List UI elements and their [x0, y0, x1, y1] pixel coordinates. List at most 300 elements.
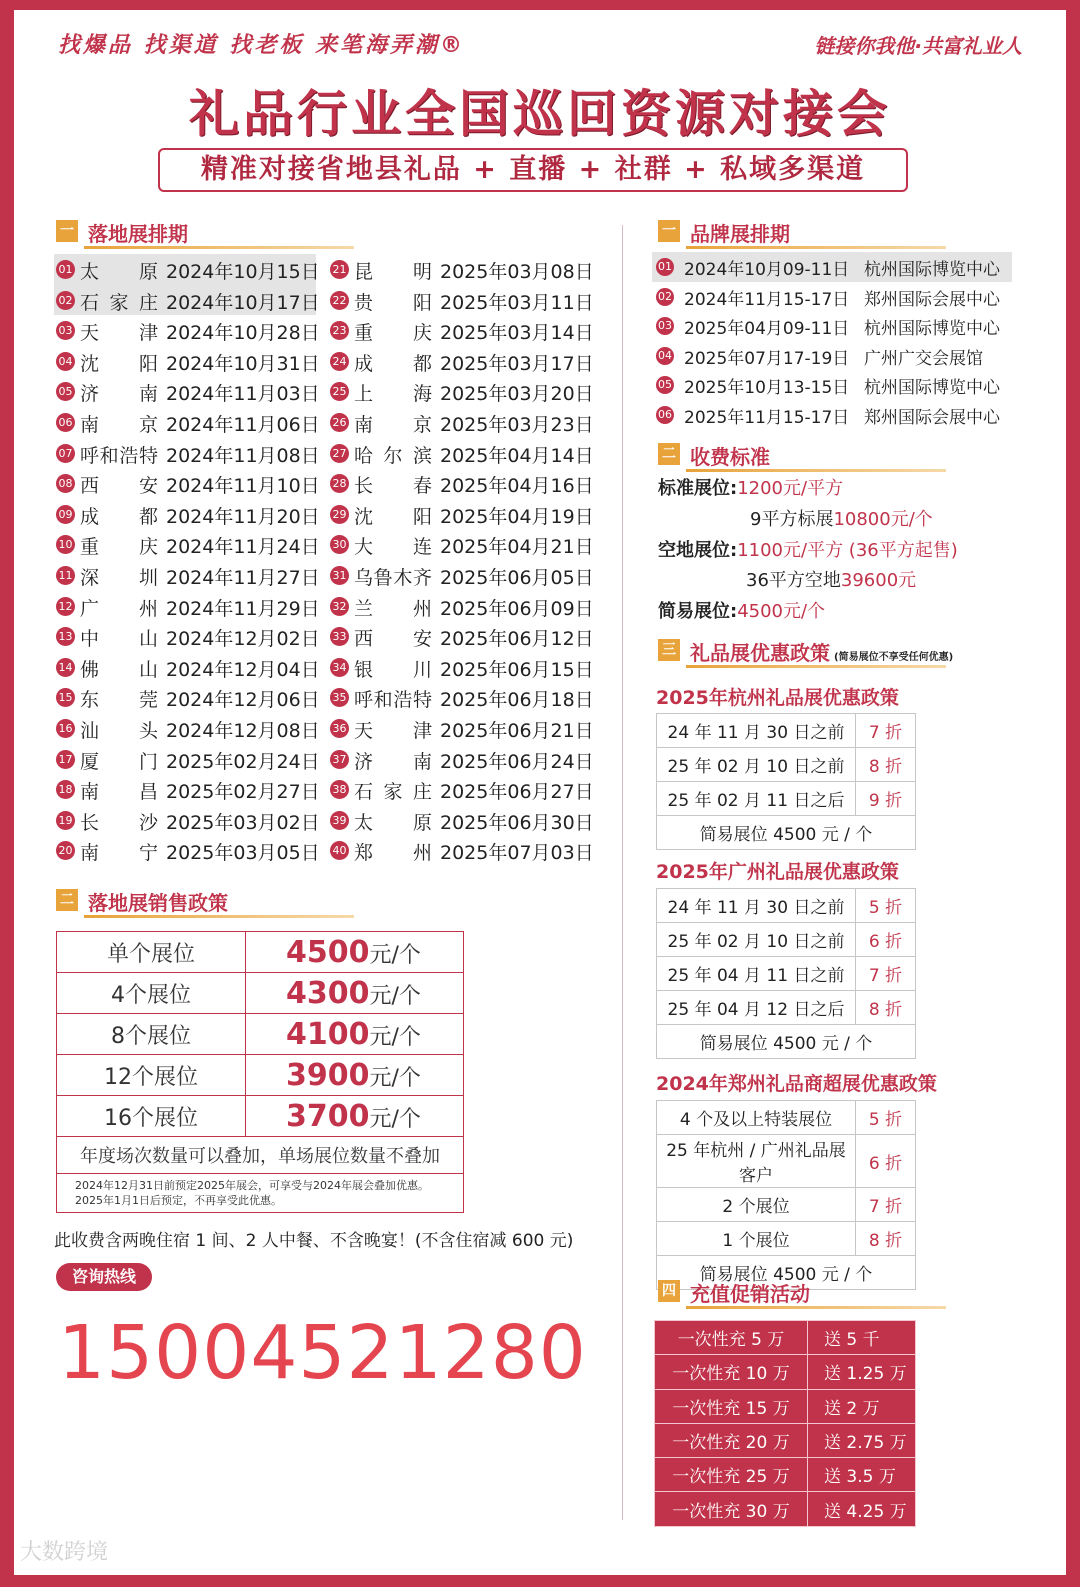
discount-condition: 24 年 11 月 30 日之前: [657, 889, 856, 923]
fee-standard: [658, 474, 1038, 628]
sales-policy-table-wrap: [56, 931, 464, 1213]
fee-space-value: 1100元/平方 (36平方起售): [737, 539, 958, 561]
guangzhou-discount-table: [656, 888, 916, 1059]
brand-schedule-list: [652, 252, 1012, 429]
sales-row: [57, 973, 464, 1014]
schedule-city: 天津: [80, 322, 158, 345]
section-title-text: 礼品展优惠政策: [690, 641, 830, 665]
schedule-city: 东莞: [80, 689, 158, 712]
brand-date: 2024年10月09-11日: [684, 260, 850, 280]
schedule-number-badge: 14: [56, 658, 75, 677]
fee-simple-row: [658, 597, 1038, 628]
schedule-city: 太原: [354, 811, 432, 834]
section-underline: [686, 469, 946, 472]
schedule-city: 郑州: [354, 842, 432, 865]
schedule-row: [54, 529, 320, 560]
schedule-city: 成都: [354, 352, 432, 375]
schedule-right-column: [328, 254, 598, 866]
subtitle: 精准对接省地县礼品 + 直播 + 社群 + 私域多渠道: [158, 148, 908, 192]
schedule-date: 2025年03月20日: [440, 383, 594, 406]
schedule-date: 2025年06月12日: [440, 628, 594, 651]
schedule-row: [328, 407, 598, 438]
discount-rate: 6 折: [856, 1135, 916, 1188]
section-number: 二: [658, 443, 680, 465]
schedule-number-badge: 21: [330, 260, 349, 279]
sales-unit: 元/个: [369, 1065, 421, 1091]
fee-standard-label: 标准展位:: [658, 478, 738, 499]
schedule-date: 2024年12月04日: [166, 658, 320, 681]
schedule-row: [54, 805, 320, 836]
slogan-right: 链接你我他·共富礼业人: [814, 34, 1022, 58]
schedule-date: 2025年06月15日: [440, 658, 594, 681]
schedule-date: 2025年07月03日: [440, 842, 594, 865]
schedule-number-badge: 37: [330, 750, 349, 769]
hotline-label: 咨询热线: [56, 1263, 152, 1291]
sales-qty: 12个展位: [57, 1055, 246, 1096]
sales-small-note: [57, 1174, 464, 1213]
schedule-row: [54, 285, 320, 316]
schedule-number-badge: 19: [56, 811, 75, 830]
hangzhou-discount-table: [656, 713, 916, 850]
sales-qty: 单个展位: [57, 932, 246, 973]
schedule-number-badge: 07: [56, 444, 75, 463]
schedule-left-column: [54, 254, 320, 866]
sales-qty: 16个展位: [57, 1096, 246, 1137]
recharge-bonus: 送 2.75 万: [808, 1423, 916, 1457]
schedule-date: 2025年02月24日: [166, 750, 320, 773]
discount-footer-row: [657, 816, 916, 850]
schedule-city: 广州: [80, 597, 158, 620]
schedule-row: [328, 560, 598, 591]
schedule-city: 太原: [80, 261, 158, 283]
discount-row: [657, 1222, 916, 1256]
schedule-number-badge: 04: [56, 352, 75, 371]
sales-price: 3900: [286, 1057, 370, 1093]
schedule-date: 2025年04月21日: [440, 536, 594, 559]
schedule-row: [328, 285, 598, 316]
brand-venue: 广州广交会展馆: [864, 348, 983, 369]
schedule-row: [328, 499, 598, 530]
recharge-wrap: [654, 1320, 916, 1527]
schedule-date: 2024年11月24日: [166, 536, 320, 559]
schedule-number-badge: 32: [330, 597, 349, 616]
schedule-row: [54, 621, 320, 652]
recharge-row: [655, 1423, 916, 1457]
brand-date: 2025年07月17-19日: [684, 348, 850, 369]
schedule-date: 2024年11月03日: [166, 383, 320, 406]
fee-thirtysix-row: [658, 566, 1038, 597]
sales-note-row: [57, 1137, 464, 1174]
schedule-number-badge: 20: [56, 841, 75, 860]
schedule-date: 2025年03月02日: [166, 811, 320, 834]
discount-row: [657, 889, 916, 923]
section-title: 收费标准: [690, 445, 770, 469]
brand-schedule-row: [652, 252, 1012, 282]
schedule-city: 汕头: [80, 719, 158, 742]
schedule-city: 乌鲁木齐: [354, 566, 432, 589]
brand-venue: 杭州国际博览中心: [864, 378, 1000, 398]
discount-row: [657, 923, 916, 957]
recharge-amount: 一次性充 30 万: [655, 1492, 808, 1526]
recharge-bonus: 送 1.25 万: [808, 1355, 916, 1389]
schedule-row: [54, 254, 320, 285]
fee-nine-label: 9平方标展: [750, 508, 834, 530]
schedule-number-badge: 09: [56, 505, 75, 524]
fee-nine-row: [658, 505, 1038, 536]
hotline-phone[interactable]: 15004521280: [58, 1310, 587, 1396]
discount-rate: 9 折: [856, 782, 916, 816]
schedule-row: [328, 774, 598, 805]
schedule-number-badge: 28: [330, 474, 349, 493]
schedule-date: 2024年12月06日: [166, 689, 320, 712]
schedule-date: 2025年06月18日: [440, 689, 594, 712]
brand-schedule-row: [652, 341, 1012, 371]
sales-unit: 元/个: [369, 1106, 421, 1132]
schedule-row: [54, 346, 320, 377]
schedule-city: 呼和浩特: [354, 689, 432, 712]
brand-venue: 郑州国际会展中心: [864, 289, 1000, 310]
schedule-number-badge: 35: [330, 688, 349, 707]
schedule-number-badge: 29: [330, 505, 349, 524]
discount-rate: 8 折: [856, 1222, 916, 1256]
sales-row: [57, 932, 464, 973]
sales-price-cell: [246, 932, 464, 973]
sales-row: [57, 1014, 464, 1055]
schedule-city: 昆明: [354, 261, 432, 283]
sales-price: 3700: [286, 1098, 370, 1134]
sales-price-cell: [246, 1096, 464, 1137]
schedule-row: [54, 315, 320, 346]
brand-venue: 杭州国际博览中心: [864, 319, 1000, 339]
schedule-date: 2025年03月17日: [440, 352, 594, 375]
schedule-row: [54, 713, 320, 744]
brand-venue: 杭州国际博览中心: [864, 260, 1000, 280]
fee-simple-value: 4500元/个: [737, 601, 826, 623]
discount-row: [657, 1101, 916, 1135]
schedule-date: 2024年12月02日: [166, 628, 320, 651]
sales-price: 4100: [286, 1016, 370, 1052]
schedule-number-badge: 31: [330, 566, 349, 585]
recharge-row: [655, 1355, 916, 1389]
schedule-row: [328, 652, 598, 683]
schedule-number-badge: 33: [330, 627, 349, 646]
fee-thirtysix-value: 39600元: [840, 570, 917, 592]
discount-rate: 8 折: [856, 748, 916, 782]
schedule-row: [54, 438, 320, 469]
fee-standard-row: [658, 474, 1038, 505]
section-recharge-header: [658, 1278, 958, 1308]
section-brand-schedule-header: [658, 218, 958, 248]
schedule-row: [328, 529, 598, 560]
schedule-row: [54, 682, 320, 713]
discount-footer: 简易展位 4500 元 / 个: [657, 1256, 916, 1290]
fee-nine-value: 10800元/个: [833, 508, 933, 530]
sales-price-cell: [246, 1014, 464, 1055]
sales-qty: 8个展位: [57, 1014, 246, 1055]
sales-qty: 4个展位: [57, 973, 246, 1014]
schedule-city: 南京: [354, 413, 432, 436]
sales-price: 4300: [286, 975, 370, 1011]
recharge-amount: 一次性充 20 万: [655, 1423, 808, 1457]
discount-row: [657, 1188, 916, 1222]
schedule-date: 2025年04月14日: [440, 444, 594, 467]
recharge-amount: 一次性充 10 万: [655, 1355, 808, 1389]
discount-condition: 4 个及以上特装展位: [657, 1101, 856, 1135]
section-landing-schedule-header: [56, 218, 356, 248]
schedule-city: 厦门: [80, 750, 158, 773]
schedule-city: 南昌: [80, 781, 158, 804]
discount-row: [657, 1135, 916, 1188]
schedule-date: 2025年03月14日: [440, 322, 594, 345]
schedule-city: 哈尔滨: [354, 444, 432, 467]
section-sales-policy-header: [56, 887, 356, 917]
section-number: 一: [658, 220, 680, 242]
schedule-row: [328, 468, 598, 499]
schedule-row: [328, 346, 598, 377]
recharge-row: [655, 1389, 916, 1423]
hangzhou-discount-title: 2025年杭州礼品展优惠政策: [656, 687, 899, 709]
recharge-bonus: 送 3.5 万: [808, 1458, 916, 1492]
schedule-row: [328, 621, 598, 652]
schedule-city: 石家庄: [354, 781, 432, 804]
brand-number-badge: 05: [656, 376, 674, 394]
schedule-date: 2024年12月08日: [166, 719, 320, 742]
schedule-date: 2025年06月30日: [440, 811, 594, 834]
sales-policy-table: [56, 931, 464, 1213]
schedule-row: [328, 315, 598, 346]
discount-row: [657, 748, 916, 782]
recharge-amount: 一次性充 15 万: [655, 1389, 808, 1423]
schedule-row: [54, 560, 320, 591]
section-title: 品牌展排期: [690, 222, 790, 246]
section-number: 四: [658, 1280, 680, 1302]
schedule-city: 济南: [80, 383, 158, 406]
schedule-number-badge: 36: [330, 719, 349, 738]
schedule-city: 成都: [80, 505, 158, 528]
column-divider: [622, 225, 623, 1520]
schedule-date: 2025年06月05日: [440, 566, 594, 589]
schedule-row: [54, 407, 320, 438]
schedule-city: 中山: [80, 628, 158, 651]
fee-thirtysix-label: 36平方空地: [746, 570, 841, 592]
sales-price-cell: [246, 1055, 464, 1096]
discount-footer-row: [657, 1025, 916, 1059]
schedule-city: 石家庄: [80, 291, 158, 314]
brand-schedule-row: [652, 370, 1012, 400]
schedule-city: 西安: [354, 628, 432, 651]
zhengzhou-discount-wrap: [656, 1100, 916, 1290]
schedule-date: 2025年03月05日: [166, 842, 320, 865]
discount-condition: 1 个展位: [657, 1222, 856, 1256]
schedule-number-badge: 16: [56, 719, 75, 738]
sales-row: [57, 1096, 464, 1137]
recharge-amount: 一次性充 25 万: [655, 1458, 808, 1492]
discount-rate: 5 折: [856, 889, 916, 923]
schedule-row: [328, 254, 598, 285]
fee-space-label: 空地展位:: [658, 539, 738, 561]
brand-schedule-row: [652, 311, 1012, 341]
sales-price-cell: [246, 973, 464, 1014]
section-underline: [84, 246, 354, 249]
brand-number-badge: 06: [656, 406, 674, 424]
schedule-number-badge: 02: [56, 291, 75, 310]
recharge-row: [655, 1321, 916, 1355]
section-title: [690, 637, 953, 666]
discount-rate: 5 折: [856, 1101, 916, 1135]
discount-row: [657, 782, 916, 816]
discount-condition: 24 年 11 月 30 日之前: [657, 714, 856, 748]
schedule-city: 济南: [354, 750, 432, 773]
section-title: 充值促销活动: [690, 1282, 810, 1306]
schedule-row: [54, 499, 320, 530]
schedule-row: [328, 835, 598, 866]
schedule-row: [54, 744, 320, 775]
section-discount-header: [658, 637, 1018, 667]
zhengzhou-discount-title: 2024年郑州礼品商超展优惠政策: [656, 1073, 937, 1095]
schedule-date: 2024年11月29日: [166, 597, 320, 620]
schedule-number-badge: 05: [56, 382, 75, 401]
zhengzhou-discount-table: [656, 1100, 916, 1290]
schedule-city: 深圳: [80, 566, 158, 589]
schedule-date: 2025年03月23日: [440, 413, 594, 436]
section-underline: [686, 665, 946, 668]
schedule-row: [328, 591, 598, 622]
discount-rate: 7 折: [856, 714, 916, 748]
sales-price: 4500: [286, 934, 370, 970]
schedule-date: 2025年04月19日: [440, 505, 594, 528]
schedule-city: 沈阳: [80, 352, 158, 375]
schedule-number-badge: 26: [330, 413, 349, 432]
schedule-city: 长沙: [80, 811, 158, 834]
brand-schedule-row: [652, 400, 1012, 430]
brand-date: 2025年11月15-17日: [684, 407, 850, 428]
slogan-left: 找爆品 找渠道 找老板 来笔海弄潮®: [58, 33, 465, 58]
sales-row: [57, 1055, 464, 1096]
schedule-number-badge: 22: [330, 291, 349, 310]
schedule-city: 银川: [354, 658, 432, 681]
discount-condition: 25 年 02 月 11 日之后: [657, 782, 856, 816]
recharge-row: [655, 1492, 916, 1526]
section-number: 二: [56, 889, 78, 911]
section-title: 落地展排期: [88, 222, 188, 246]
schedule-date: 2025年03月11日: [440, 291, 594, 314]
schedule-number-badge: 18: [56, 780, 75, 799]
schedule-date: 2024年11月10日: [166, 475, 320, 498]
schedule-number-badge: 17: [56, 750, 75, 769]
schedule-city: 佛山: [80, 658, 158, 681]
brand-number-badge: 01: [656, 258, 674, 276]
section-number: 三: [658, 639, 680, 661]
schedule-row: [54, 591, 320, 622]
brand-date: 2025年10月13-15日: [684, 378, 850, 398]
schedule-number-badge: 08: [56, 474, 75, 493]
schedule-city: 南京: [80, 413, 158, 436]
recharge-bonus: 送 5 千: [808, 1321, 916, 1355]
schedule-row: [328, 805, 598, 836]
schedule-row: [54, 652, 320, 683]
section-title-note: (简易展位不享受任何优惠): [834, 652, 954, 663]
schedule-city: 大连: [354, 536, 432, 559]
discount-rate: 6 折: [856, 923, 916, 957]
schedule-date: 2025年06月21日: [440, 719, 594, 742]
schedule-city: 天津: [354, 719, 432, 742]
brand-number-badge: 02: [656, 288, 674, 306]
schedule-date: 2025年03月08日: [440, 261, 594, 283]
guangzhou-discount-wrap: [656, 888, 916, 1059]
schedule-city: 兰州: [354, 597, 432, 620]
brand-venue: 郑州国际会展中心: [864, 407, 1000, 428]
recharge-amount: 一次性充 5 万: [655, 1321, 808, 1355]
schedule-date: 2024年10月17日: [166, 291, 320, 314]
schedule-date: 2025年06月27日: [440, 781, 594, 804]
schedule-number-badge: 11: [56, 566, 75, 585]
hangzhou-discount-wrap: [656, 713, 916, 850]
discount-row: [657, 714, 916, 748]
schedule-city: 上海: [354, 383, 432, 406]
section-underline: [686, 1306, 946, 1309]
recharge-row: [655, 1458, 916, 1492]
schedule-number-badge: 03: [56, 321, 75, 340]
sales-small-note-row: [57, 1174, 464, 1213]
watermark: 大数跨境: [20, 1540, 109, 1565]
discount-condition: 25 年 04 月 12 日之后: [657, 991, 856, 1025]
schedule-city: 西安: [80, 475, 158, 498]
sales-unit: 元/个: [369, 1024, 421, 1050]
brand-number-badge: 03: [656, 317, 674, 335]
schedule-date: 2025年06月09日: [440, 597, 594, 620]
section-fees-header: [658, 441, 958, 471]
discount-condition: 2 个展位: [657, 1188, 856, 1222]
brand-number-badge: 04: [656, 347, 674, 365]
schedule-number-badge: 25: [330, 382, 349, 401]
schedule-date: 2024年11月27日: [166, 566, 320, 589]
schedule-row: [328, 438, 598, 469]
discount-condition: 25 年 02 月 10 日之前: [657, 923, 856, 957]
discount-condition: 25 年 02 月 10 日之前: [657, 748, 856, 782]
schedule-row: [328, 744, 598, 775]
schedule-date: 2024年11月20日: [166, 505, 320, 528]
discount-condition: 25 年杭州 / 广州礼品展客户: [657, 1135, 856, 1188]
schedule-number-badge: 01: [56, 260, 75, 279]
brand-date: 2024年11月15-17日: [684, 289, 850, 310]
schedule-number-badge: 10: [56, 535, 75, 554]
sales-small-note-2: 2025年1月1日后预定，不再享受此优惠。: [75, 1194, 282, 1207]
schedule-city: 长春: [354, 475, 432, 498]
schedule-number-badge: 27: [330, 444, 349, 463]
sales-unit: 元/个: [369, 942, 421, 968]
schedule-date: 2024年10月15日: [166, 261, 320, 283]
poster: [14, 10, 1066, 1575]
recharge-table: [654, 1320, 916, 1527]
schedule-date: 2025年02月27日: [166, 781, 320, 804]
discount-row: [657, 991, 916, 1025]
schedule-date: 2025年04月16日: [440, 475, 594, 498]
sales-note: 年度场次数量可以叠加，单场展位数量不叠加: [57, 1137, 464, 1174]
schedule-date: 2024年10月28日: [166, 322, 320, 345]
schedule-number-badge: 34: [330, 658, 349, 677]
discount-row: [657, 957, 916, 991]
fee-standard-value: 1200元/平方: [737, 478, 844, 499]
recharge-bonus: 送 4.25 万: [808, 1492, 916, 1526]
schedule-date: 2024年11月08日: [166, 444, 320, 467]
schedule-row: [328, 376, 598, 407]
discount-condition: 25 年 04 月 11 日之前: [657, 957, 856, 991]
section-underline: [84, 915, 354, 918]
guangzhou-discount-title: 2025年广州礼品展优惠政策: [656, 861, 899, 883]
fee-space-row: [658, 536, 1038, 567]
schedule-number-badge: 12: [56, 597, 75, 616]
section-title: 落地展销售政策: [88, 891, 228, 915]
